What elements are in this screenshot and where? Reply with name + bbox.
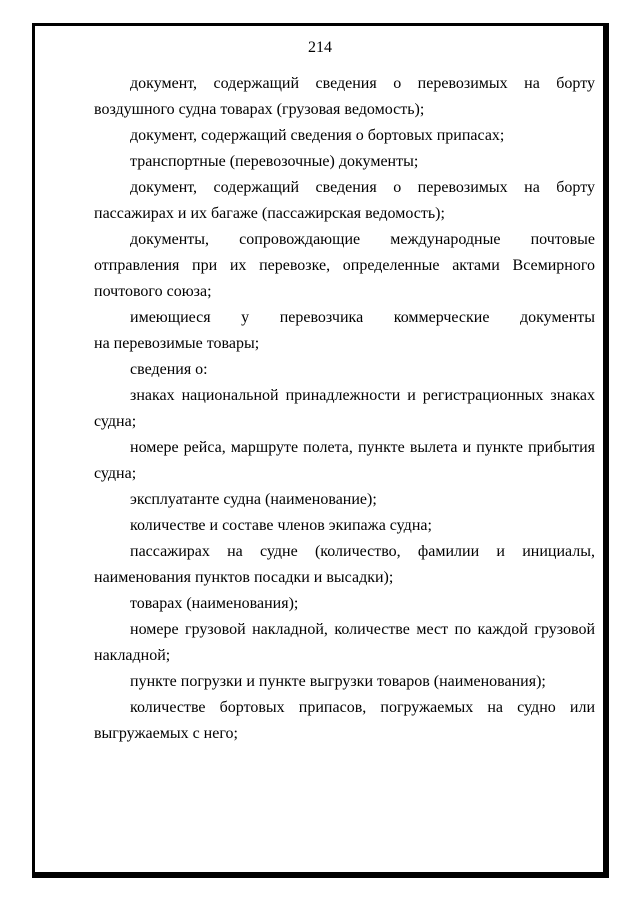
paragraph	[94, 383, 595, 435]
text-line: выгружаемых с него;	[94, 725, 238, 742]
paragraph	[94, 305, 595, 357]
paragraph	[94, 227, 595, 305]
text-line: документ, содержащий сведения о перевозимых на борту	[130, 179, 595, 196]
text-line: наименования пунктов посадки и высадки);	[94, 569, 394, 586]
text-line: документ, содержащий сведения о перевозимых на борту	[130, 75, 595, 92]
text-line: номере рейса, маршруте полета, пункте вылета и пункте прибытия	[130, 439, 595, 456]
paragraph	[94, 487, 595, 513]
text-line: количестве и составе членов экипажа судна;	[130, 517, 432, 534]
text-line: отправления при их перевозке, определенные актами Всемирного	[94, 257, 595, 274]
paragraph	[94, 149, 595, 175]
paragraph	[94, 123, 595, 149]
document-body	[94, 71, 595, 747]
paragraph	[94, 71, 595, 123]
text-line: на перевозимые товары;	[94, 335, 260, 352]
text-line: транспортные (перевозочные) документы;	[130, 153, 419, 170]
text-line: сведения о:	[130, 361, 208, 378]
text-line: пассажирах на судне (количество, фамилии и инициалы,	[130, 543, 595, 560]
text-line: номере грузовой накладной, количестве мест по каждой грузовой	[130, 621, 595, 638]
paragraph	[94, 669, 595, 695]
paragraph	[94, 175, 595, 227]
text-line: судна;	[94, 465, 137, 482]
text-line: накладной;	[94, 647, 171, 664]
text-line: товарах (наименования);	[130, 595, 299, 612]
paragraph	[94, 357, 595, 383]
text-line: имеющиеся у перевозчика коммерческие документы	[130, 309, 595, 326]
text-line: количестве бортовых припасов, погружаемых на судно или	[130, 699, 595, 716]
text-line: воздушного судна товарах (грузовая ведомость);	[94, 101, 425, 118]
text-line: почтового союза;	[94, 283, 212, 300]
paragraph	[94, 695, 595, 747]
text-line: эксплуатанте судна (наименование);	[130, 491, 377, 508]
text-line: знаках национальной принадлежности и регистрационных знаках	[130, 387, 595, 404]
text-line: документы, сопровождающие международные почтовые	[130, 231, 595, 248]
text-line: документ, содержащий сведения о бортовых припасах;	[130, 127, 505, 144]
paragraph	[94, 617, 595, 669]
text-line: пассажирах и их багаже (пассажирская ведомость);	[94, 205, 445, 222]
paragraph	[94, 513, 595, 539]
paragraph	[94, 591, 595, 617]
paragraph	[94, 435, 595, 487]
paragraph	[94, 539, 595, 591]
text-line: судна;	[94, 413, 137, 430]
page-number: 214	[308, 39, 332, 56]
text-line: пункте погрузки и пункте выгрузки товаров (наименования);	[130, 673, 546, 690]
